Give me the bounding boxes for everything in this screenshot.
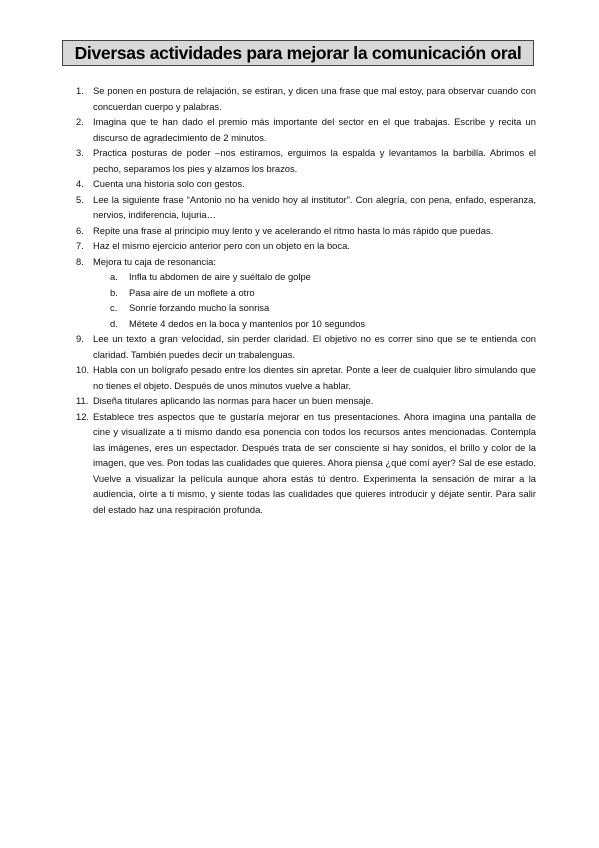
list-item-number: 1. [76, 85, 84, 96]
list-item-number: 12. [76, 410, 90, 422]
list-item-number: 9. [76, 333, 84, 344]
list-item-text: Se ponen en postura de relajación, se estiran, y dicen una frase que mal estoy, para observar cuando con concuerdan cuerpo y palabras. [93, 85, 536, 112]
list-item-text: Diseña titulares aplicando las normas para hacer un buen mensaje. [93, 395, 374, 406]
list-item-text: Lee la siguiente frase “Antonio no ha venido hoy al institutor”. Con alegría, con pena, enfado, esperanza, nervios, indiferencia, lujuria… [93, 193, 536, 220]
sub-list-item-text: Sonríe forzando mucho la sonrisa [129, 302, 270, 313]
sub-list [93, 269, 536, 331]
sub-list-item [93, 300, 536, 316]
page-title: Diversas actividades para mejorar la comunicación oral [74, 42, 522, 63]
sub-list-item-text: Infla tu abdomen de aire y suéltalo de golpe [129, 271, 311, 282]
list-item-text: Habla con un bolígrafo pesado entre los dientes sin apretar. Ponte a leer de cualquier libro simulando que no tienes el objeto. Después de unos minutos vuelve a hablar. [93, 364, 536, 391]
list-item-number: 5. [76, 193, 84, 205]
list-item [76, 83, 536, 114]
list-item [76, 176, 536, 192]
list-item-number: 4. [76, 178, 84, 189]
list-item-text: Establece tres aspectos que te gustaría mejorar en tus presentaciones. Ahora imagina una pantalla de cine y visualízate a ti mismo dando esa ponencia con todos los recursos antes mencionadas. Contempla las imágenes, eres un espectador. Después trata de ser consciente si hay sonidos, el brillo y color de la imagen, que ves. Pon todas las cualidades que quieres. Ahora piensa ¿qué comí ayer? Sal de ese estado. Vuelve a visualizar la película aunque ahora estás tú dentro. Experimenta la sensación de mirar a la audiencia, oírte a ti mismo, y siente todas las cualidades que quieres introducir y déjate sentir. Para salir del estado haz una respiración profunda. [93, 410, 536, 515]
list-item [76, 409, 536, 518]
title-box [62, 40, 534, 66]
list-item [76, 393, 536, 409]
sub-list-item-text: Métete 4 dedos en la boca y mantenlos por 10 segundos [129, 317, 366, 329]
list-item-text: Mejora tu caja de resonancia: [93, 255, 216, 267]
list-item [76, 192, 536, 223]
sub-list-item-letter: b. [110, 286, 118, 298]
sub-list-item [93, 285, 536, 301]
list-item-number: 3. [76, 147, 84, 158]
sub-list-item [93, 269, 536, 285]
list-item [76, 362, 536, 393]
sub-list-item [93, 316, 536, 332]
sub-list-item-text: Pasa aire de un moflete a otro [129, 286, 255, 298]
list-item-text: Practica posturas de poder –nos estiramos, erguimos la espalda y levantamos la barbilla. Abrimos el pecho, separamos los pies y alzamos los brazos. [93, 147, 536, 174]
list-item-number: 7. [76, 240, 84, 251]
list-item-text: Haz el mismo ejercicio anterior pero con un objeto en la boca. [93, 240, 350, 251]
list-item [76, 238, 536, 254]
activities-list [76, 83, 536, 517]
sub-list-item-letter: a. [110, 271, 118, 282]
list-item-number: 8. [76, 255, 84, 267]
list-item [76, 114, 536, 145]
list-item-number: 6. [76, 224, 84, 236]
list-item [76, 254, 536, 332]
sub-list-item-letter: c. [110, 302, 118, 313]
list-item-number: 11. [76, 395, 89, 406]
sub-list-item-letter: d. [110, 317, 118, 329]
list-item-text: Imagina que te han dado el premio más importante del sector en el que trabajas. Escribe y recita un discurso de agradecimiento de 2 minutos. [93, 116, 536, 143]
list-item-text: Repite una frase al principio muy lento y ve acelerando el ritmo hasta lo más rápido que puedas. [93, 224, 494, 236]
list-item-number: 2. [76, 116, 84, 127]
list-item-text: Lee un texto a gran velocidad, sin perder claridad. El objetivo no es correr sino que se te entienda con claridad. También puedes decir un trabalenguas. [93, 333, 536, 360]
list-item [76, 223, 536, 239]
list-item [76, 145, 536, 176]
list-item [76, 331, 536, 362]
list-item-text: Cuenta una historia solo con gestos. [93, 178, 245, 189]
list-item-number: 10. [76, 364, 90, 375]
